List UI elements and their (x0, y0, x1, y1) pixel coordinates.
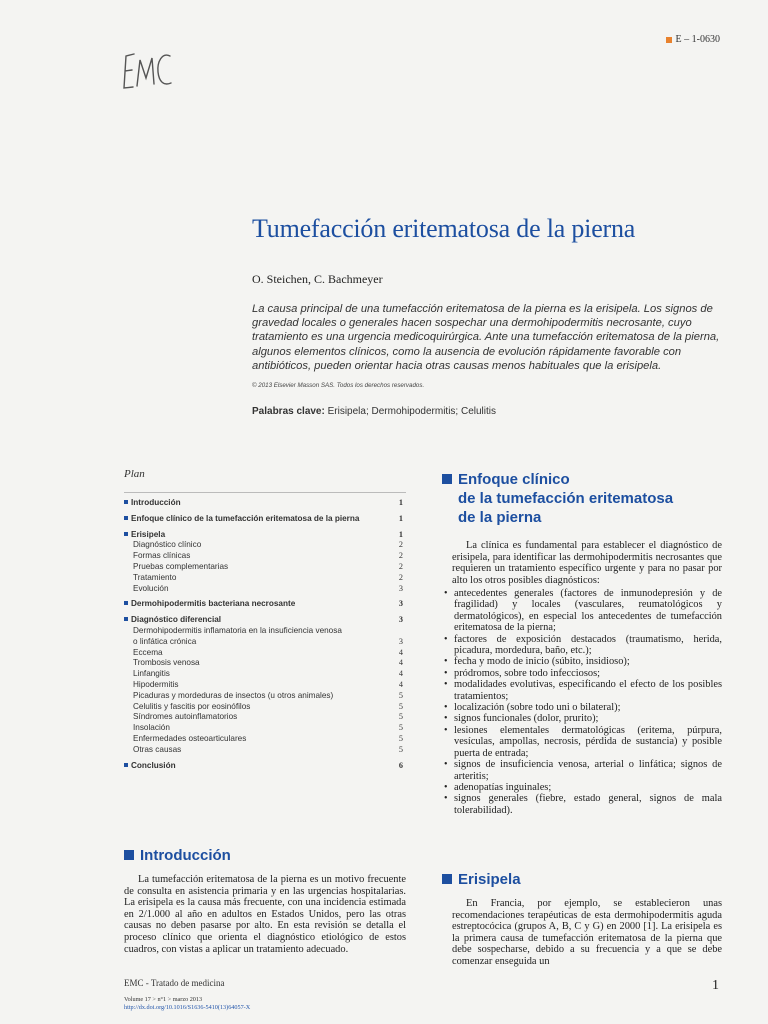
plan-item-label: Erisipela (124, 530, 165, 541)
enfoque-heading: Enfoque clínico de la tumefacción eritematosa de la pierna (442, 470, 742, 527)
plan-item-page: 5 (398, 701, 403, 711)
plan-item-page: 3 (398, 599, 403, 609)
bullet-item: • adenopatías inguinales; (444, 782, 722, 793)
plan-item-label: Evolución (133, 583, 169, 593)
bullet-item: • signos funcionales (dolor, prurito); (444, 713, 722, 724)
plan-item-page: 2 (398, 540, 403, 550)
plan-item-page: 3 (398, 636, 403, 646)
bullet-item: • signos de insuficiencia venosa, arterial o linfática; signos de arteritis; (444, 759, 722, 782)
plan-item-label: Pruebas complementarias (133, 561, 229, 571)
erisipela-heading: Erisipela (442, 870, 742, 889)
enfoque-bullet-list (444, 588, 722, 816)
bullet-item: • modalidades evolutivas, especificando el efecto de los posibles tratamientos; (444, 679, 722, 702)
plan-item-page: 1 (398, 498, 403, 507)
keywords (252, 406, 496, 417)
plan-item[interactable] (124, 562, 406, 573)
bullet-item: • localización (sobre todo uni o bilateral); (444, 702, 722, 713)
plan-item[interactable] (124, 745, 406, 756)
plan-item-page: 5 (398, 690, 403, 700)
plan-item[interactable] (124, 691, 406, 702)
plan-item-page: 4 (398, 658, 403, 668)
plan-item[interactable] (124, 734, 406, 745)
plan-item-page (403, 626, 406, 637)
page-number: 1 (712, 978, 719, 993)
copyright: © 2013 Elsevier Masson SAS. Todos los derechos reservados. (252, 382, 425, 389)
bullet-item: • antecedentes generales (factores de inmunodepresión y de fragilidad) y locales (vasculares, reumatológicos y dermatológicos), en especial los antecedentes de tumefacción eritematosa de la pierna; (444, 588, 722, 634)
plan-item[interactable] (124, 498, 406, 509)
plan-item[interactable] (124, 680, 406, 691)
plan-item-page: 1 (398, 513, 403, 523)
plan-item[interactable] (124, 702, 406, 713)
plan-item-label: Conclusión (124, 761, 176, 772)
plan-item-label: Síndromes autoinflamatorios (133, 712, 238, 722)
plan-item-page: 2 (398, 561, 403, 571)
citation (124, 996, 250, 1012)
plan-item[interactable] (124, 637, 406, 648)
plan-item-label: Formas clínicas (133, 551, 191, 561)
volume-info: Volume 17 > n°1 > marzo 2013 (124, 996, 203, 1003)
plan-item-page: 4 (398, 647, 403, 657)
bullet-item: • pródromos, sobre todo infecciosos; (444, 668, 722, 679)
erisipela-text: En Francia, por ejemplo, se establecieron unas recomendaciones terapéuticas de esta dermohipodermitis aguda estreptocócica (grupos A, B, C y G) en 2000 [1]. La erisipela es la primera causa de tumefacción eritematosa de la pierna que debe sospecharse, debido a su frecuencia y a que se debe comenzar enseguida un (452, 898, 722, 967)
bullet-item: • factores de exposición destacados (traumatismo, herida, picadura, mordedura, baño, etc.); (444, 634, 722, 657)
plan-item-page: 5 (398, 733, 403, 743)
plan-box (124, 468, 406, 771)
plan-item[interactable] (124, 669, 406, 680)
plan-list (124, 498, 406, 771)
reference-code: E – 1-0630 (666, 34, 720, 45)
plan-item-page: 4 (398, 669, 403, 679)
abstract: La causa principal de una tumefacción eritematosa de la pierna es la erisipela. Los signos de gravedad locales o generales hacen sospechar una dermohipodermitis necrosante, cuyo tratamiento es una urgencia medicoquirúrgica. Ante una tumefacción eritematosa de la pierna, algunos elementos clínicos, como la ausencia de evolución rápidamente favorable con antibióticos, pueden orientar hacia otras causas menos habituales que la erisipela. (252, 303, 720, 372)
doi-link[interactable]: http://dx.doi.org/10.1016/S1636-5410(13)64057-X (124, 1004, 251, 1011)
plan-item-page: 5 (398, 712, 403, 722)
plan-item-label: Tratamiento (133, 572, 177, 582)
plan-item[interactable] (124, 551, 406, 562)
plan-item-page: 1 (398, 529, 403, 539)
bullet-item: • signos generales (fiebre, estado general, signos de mala tolerabilidad). (444, 793, 722, 816)
plan-item[interactable] (124, 712, 406, 723)
plan-item-label: Linfangitis (133, 669, 170, 679)
introduccion-heading: Introducción (124, 846, 406, 865)
plan-item[interactable] (124, 626, 406, 637)
keywords-label: Palabras clave: (252, 406, 325, 417)
orange-square-icon (666, 37, 672, 43)
plan-item-page: 5 (398, 723, 403, 733)
plan-item-label: Dermohipodermitis inflamatoria en la insuficiencia venosa (133, 625, 342, 635)
plan-item[interactable] (124, 599, 406, 610)
keywords-list: Erisipela; Dermohipodermitis; Celulitis (327, 406, 496, 417)
plan-item[interactable] (124, 658, 406, 669)
plan-item-page: 5 (398, 744, 403, 754)
plan-item[interactable] (124, 723, 406, 734)
plan-item-label: Picaduras y mordeduras de insectos (u otros animales) (133, 690, 334, 700)
enfoque-intro: La clínica es fundamental para establecer el diagnóstico de erisipela, para identificar las dermohipodermitis necrosantes que requieren un tratamiento específico urgente y para no pasar por alto los otros posibles diagnósticos: (452, 540, 722, 586)
bullet-item: • fecha y modo de inicio (súbito, insidioso); (444, 656, 722, 667)
plan-item-label: o linfática crónica (133, 636, 197, 646)
journal-name: EMC - Tratado de medicina (124, 978, 225, 988)
plan-title: Plan (124, 468, 145, 480)
article-title: Tumefacción eritematosa de la pierna (252, 214, 636, 243)
plan-item-label: Trombosis venosa (133, 658, 200, 668)
plan-item[interactable] (124, 514, 406, 525)
plan-item-label: Diagnóstico diferencial (124, 615, 221, 626)
plan-item-label: Dermohipodermitis bacteriana necrosante (124, 599, 295, 610)
plan-item-label: Celulitis y fascitis por eosinófilos (133, 701, 251, 711)
plan-item-label: Hipodermitis (133, 679, 179, 689)
blue-square-icon (124, 850, 134, 860)
plan-item-label: Introducción (124, 498, 181, 509)
plan-item[interactable] (124, 761, 406, 772)
plan-item[interactable] (124, 540, 406, 551)
blue-square-icon (442, 874, 452, 884)
plan-item-label: Otras causas (133, 744, 182, 754)
authors: O. Steichen, C. Bachmeyer (252, 272, 383, 286)
plan-item[interactable] (124, 615, 406, 626)
plan-item[interactable] (124, 530, 406, 541)
plan-item-label: Enfoque clínico de la tumefacción eritematosa de la pierna (124, 514, 359, 525)
plan-item-page: 3 (398, 583, 403, 593)
plan-item-label: Diagnóstico clínico (133, 540, 202, 550)
emc-logo (118, 40, 174, 100)
introduccion-text: La tumefacción eritematosa de la pierna es un motivo frecuente de consulta en asistencia primaria y en las urgencias hospitalarias. La erisipela es la causa más frecuente, con una incidencia estimada en 2/1.000 al año en adultos en Estados Unidos, pero las otras causas no deben pasarse por alto. En esta revisión se detalla el proceso clínico que orienta el diagnóstico etiológico de estos cuadros, con vistas a aplicar un tratamiento adecuado. (124, 874, 406, 955)
plan-item-page: 6 (398, 760, 403, 770)
plan-item-label: Eccema (133, 647, 163, 657)
plan-item-page: 3 (398, 615, 403, 625)
plan-item[interactable] (124, 573, 406, 584)
plan-item-label: Enfermedades osteoarticulares (133, 733, 247, 743)
blue-square-icon (442, 474, 452, 484)
bullet-item: • lesiones elementales dermatológicas (eritema, púrpura, vesículas, ampollas, necrosis, pérdida de sustancia) y posible puerta de entrada; (444, 725, 722, 759)
plan-item-label: Insolación (133, 723, 170, 733)
plan-item-page: 4 (398, 679, 403, 689)
plan-item[interactable] (124, 584, 406, 595)
plan-divider (124, 492, 406, 493)
plan-item-page: 2 (398, 572, 403, 582)
plan-item[interactable] (124, 648, 406, 659)
plan-item-page: 2 (398, 551, 403, 561)
